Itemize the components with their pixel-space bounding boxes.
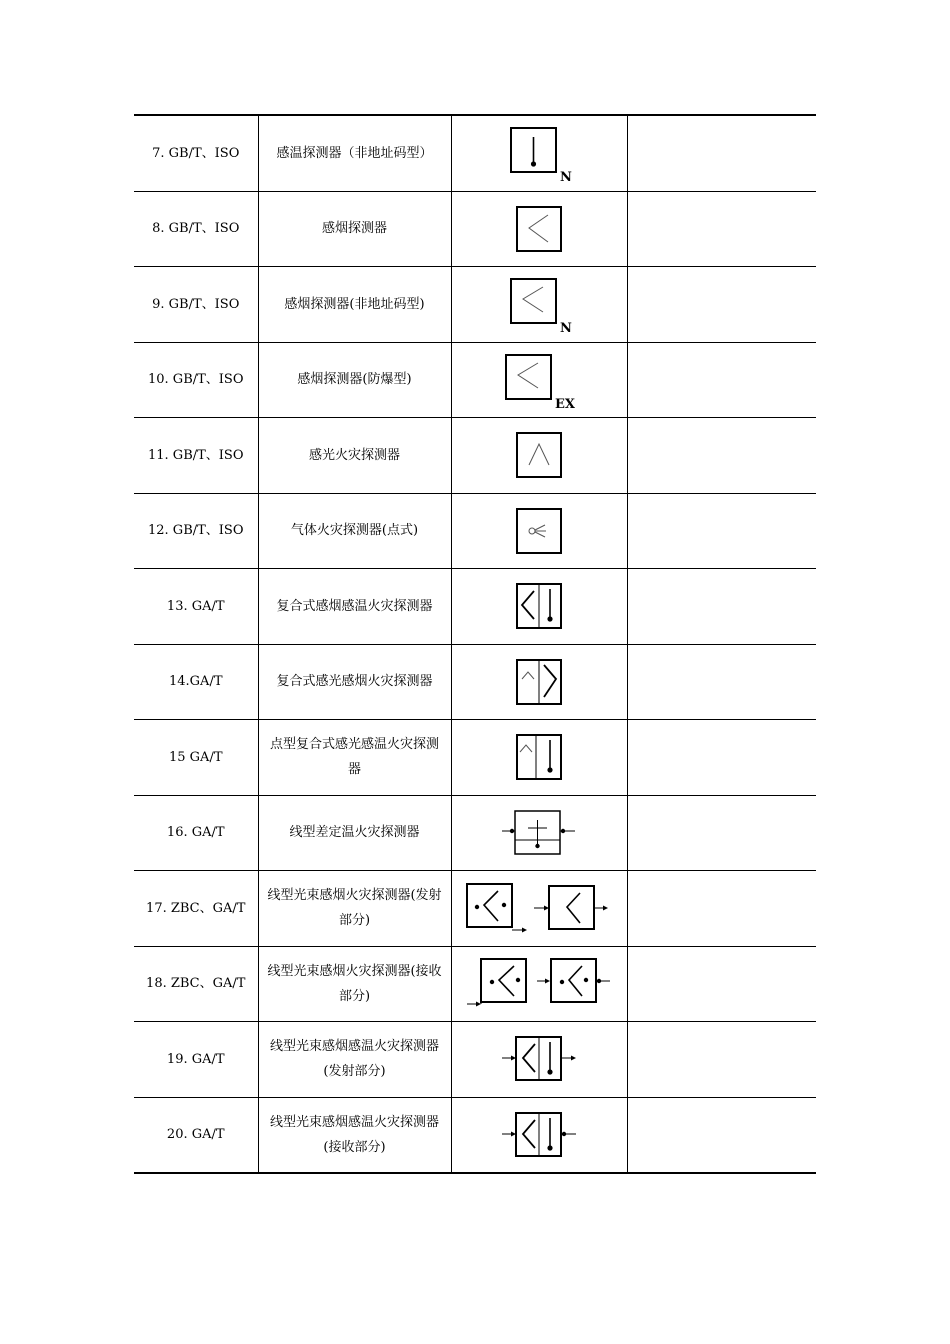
- code-cell: 8. GB/T、ISO: [134, 191, 258, 267]
- beam-smoke-heat-detector-receiver-icon: [499, 1110, 579, 1160]
- beam-smoke-heat-detector-transmitter-icon: [499, 1034, 579, 1084]
- table-row: [134, 871, 816, 947]
- smoke-detector-non-addressable-icon: [504, 274, 574, 337]
- beam-smoke-detector-receiver-icon: [464, 956, 614, 1011]
- table-row: [134, 644, 816, 720]
- name-cell: 复合式感烟感温火灾探测器: [258, 569, 451, 645]
- table-row: [134, 946, 816, 1022]
- symbol-cell: [451, 946, 627, 1022]
- empty-cell: [627, 115, 816, 191]
- symbol-cell: [451, 1097, 627, 1173]
- symbol-cell: [451, 418, 627, 494]
- symbol-cell: [451, 569, 627, 645]
- name-cell: 复合式感光感烟火灾探测器: [258, 644, 451, 720]
- name-cell: 点型复合式感光感温火灾探测器: [258, 720, 451, 796]
- smoke-detector-icon: [514, 204, 564, 254]
- symbol-cell: [451, 342, 627, 418]
- gas-detector-point-icon: [514, 506, 564, 556]
- table-row: [134, 493, 816, 569]
- symbol-table: [134, 114, 816, 1174]
- combined-smoke-heat-detector-icon: [514, 581, 564, 631]
- name-cell: 感温探测器（非地址码型）: [258, 115, 451, 191]
- empty-cell: [627, 267, 816, 343]
- combined-flame-heat-detector-icon: [514, 732, 564, 782]
- empty-cell: [627, 795, 816, 871]
- table-row: [134, 115, 816, 191]
- empty-cell: [627, 342, 816, 418]
- code-cell: 12. GB/T、ISO: [134, 493, 258, 569]
- table-row: [134, 418, 816, 494]
- code-cell: 13. GA/T: [134, 569, 258, 645]
- table-row: [134, 795, 816, 871]
- symbol-suffix: N: [560, 170, 572, 186]
- table-row: [134, 720, 816, 796]
- name-cell: 感烟探测器(防爆型): [258, 342, 451, 418]
- symbol-cell: [451, 644, 627, 720]
- table-row: [134, 1022, 816, 1098]
- code-cell: 16. GA/T: [134, 795, 258, 871]
- name-cell: 感烟探测器(非地址码型): [258, 267, 451, 343]
- code-cell: 20. GA/T: [166, 1127, 225, 1143]
- symbol-cell: [451, 720, 627, 796]
- empty-cell: [627, 946, 816, 1022]
- name-cell: 线型差定温火灾探测器: [258, 795, 451, 871]
- empty-cell: [627, 191, 816, 267]
- symbol-cell: [451, 115, 627, 191]
- code-cell: 7. GB/T、ISO: [134, 115, 258, 191]
- table-row: [134, 1097, 816, 1173]
- table-row: [134, 267, 816, 343]
- empty-cell: [627, 418, 816, 494]
- code-cell: 18. ZBC、GA/T: [134, 946, 258, 1022]
- empty-cell: [627, 1022, 816, 1098]
- empty-cell: [627, 720, 816, 796]
- name-cell: 感烟探测器: [258, 191, 451, 267]
- symbol-cell: [451, 871, 627, 947]
- code-cell: 11. GB/T、ISO: [134, 418, 258, 494]
- code-cell: 15 GA/T: [134, 720, 258, 796]
- smoke-detector-explosion-proof-icon: [499, 350, 579, 410]
- symbol-cell: [451, 1022, 627, 1098]
- empty-cell: [627, 493, 816, 569]
- name-cell: 线型光束感烟感温火灾探测器(发射部分): [258, 1022, 451, 1098]
- empty-cell: [627, 1097, 816, 1173]
- symbol-cell: [451, 267, 627, 343]
- heat-detector-non-addressable-icon: [504, 123, 574, 186]
- empty-cell: [627, 644, 816, 720]
- combined-flame-smoke-detector-icon: [514, 657, 564, 707]
- symbol-suffix: EX: [555, 396, 575, 412]
- code-cell: 17. ZBC、GA/T: [134, 871, 258, 947]
- linear-heat-detector-icon: [499, 808, 579, 858]
- symbol-cell: [451, 191, 627, 267]
- beam-smoke-detector-transmitter-icon: [464, 881, 614, 936]
- code-cell: 14.GA/T: [134, 644, 258, 720]
- table-row: [134, 569, 816, 645]
- symbol-suffix: N: [560, 321, 572, 337]
- code-cell: 19. GA/T: [134, 1022, 258, 1098]
- name-cell: 线型光束感烟火灾探测器(接收部分): [258, 946, 451, 1022]
- name-cell: 线型光束感烟感温火灾探测器(接收部分): [258, 1097, 451, 1173]
- code-cell: 9. GB/T、ISO: [134, 267, 258, 343]
- flame-detector-icon: [514, 430, 564, 480]
- code-cell: 10. GB/T、ISO: [134, 342, 258, 418]
- name-cell: 气体火灾探测器(点式): [258, 493, 451, 569]
- name-cell: 线型光束感烟火灾探测器(发射部分): [258, 871, 451, 947]
- name-cell: 感光火灾探测器: [258, 418, 451, 494]
- empty-cell: [627, 871, 816, 947]
- empty-cell: [627, 569, 816, 645]
- table-row: [134, 191, 816, 267]
- symbol-cell: [451, 493, 627, 569]
- symbol-cell: [451, 795, 627, 871]
- table-row: [134, 342, 816, 418]
